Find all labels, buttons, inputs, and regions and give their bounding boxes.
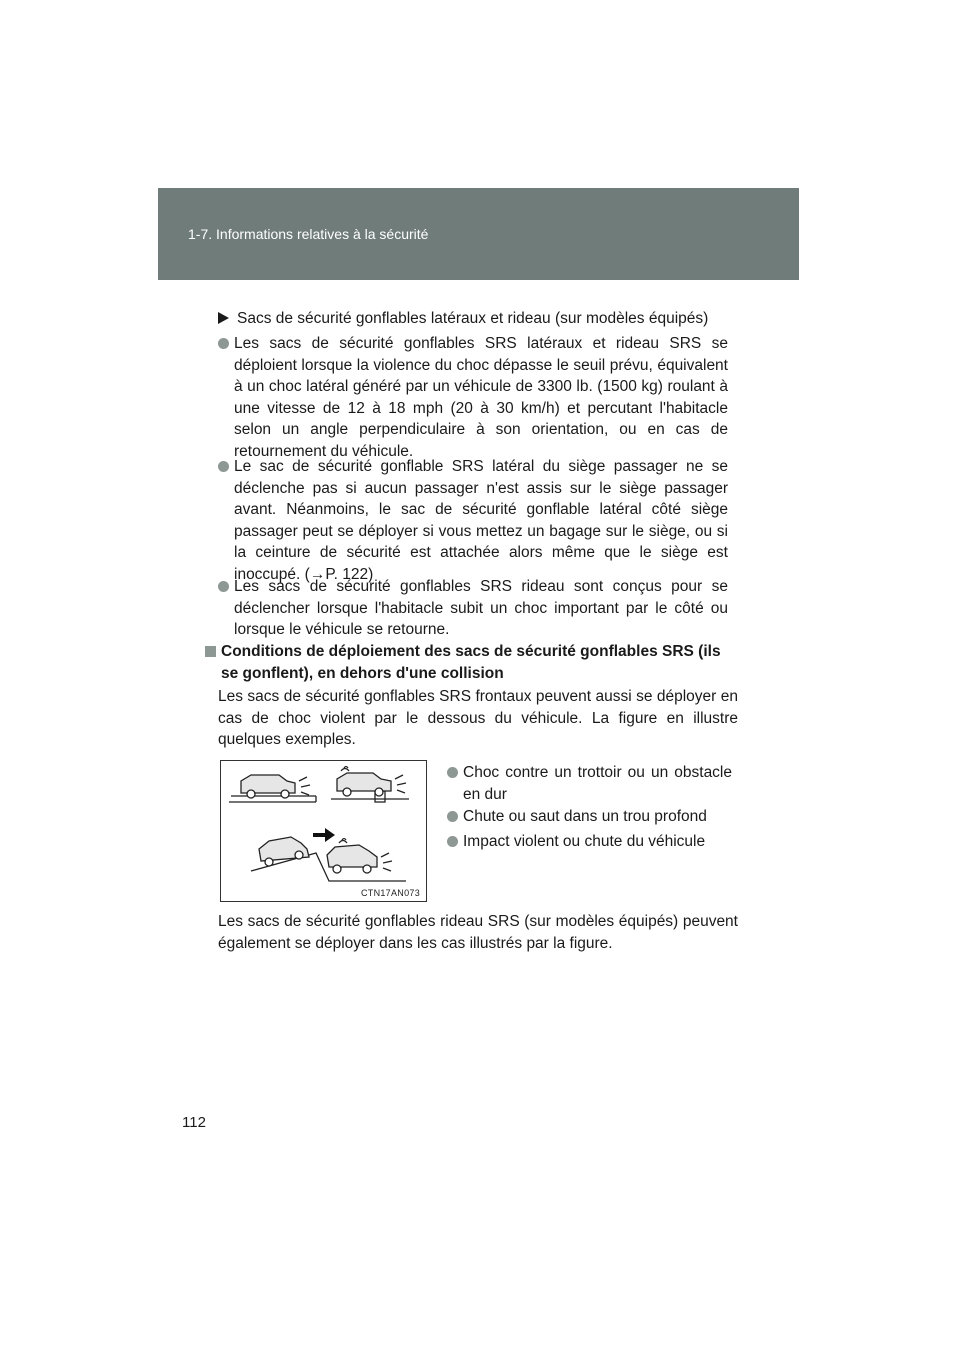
figure-illustration: [220, 760, 427, 902]
section-title: 1-7. Informations relatives à la sécurité: [188, 226, 429, 242]
bullet-icon: [218, 338, 229, 349]
section-heading: [205, 641, 740, 685]
list-item: [218, 456, 728, 585]
vehicle-illustration: [221, 761, 426, 901]
list-item: [447, 762, 732, 805]
list-item-text: Le sac de sécurité gonflable SRS latéral du siège passager ne se déclenche pas si aucun passager n'est assis sur le siège passager avant. Néanmoins, le sac de sécurité gonflable latéral côté siège passager peut se déployer si vous mettez un bagage sur le siège, ou si la ceinture de sécurité est attachée alors même que le siège est inoccupé. (→P. 122): [234, 458, 728, 583]
bullet-icon: [218, 581, 229, 592]
section-heading-text: Conditions de déploiement des sacs de sécurité gonflables SRS (ils se gonflent), en dehors d'une collision: [221, 643, 721, 682]
list-item: [447, 806, 732, 828]
header-band: [158, 188, 799, 280]
subheading: [218, 308, 738, 330]
page-number: 112: [182, 1114, 206, 1131]
list-item: [447, 831, 732, 853]
list-item-text: Les sacs de sécurité gonflables SRS latéraux et rideau SRS se déploient lorsque la violence du choc dépasse le seuil prévu, équivalent à un choc latéral généré par un véhicule de 3300 lb. (1500 kg) roulant à une vitesse de 12 à 18 mph (20 à 30 km/h) et percutant l'habitacle selon un angle perpendiculaire à son orientation, ou en cas de retournement du véhicule.: [234, 335, 728, 460]
list-item: [218, 333, 728, 462]
bullet-icon: [447, 836, 458, 847]
triangle-icon: [218, 312, 229, 324]
list-item-text: Les sacs de sécurité gonflables SRS rideau sont conçus pour se déclencher lorsque l'habitacle subit un choc important par le côté ou lorsque le véhicule se retourne.: [234, 578, 728, 638]
section-intro: Les sacs de sécurité gonflables SRS frontaux peuvent aussi se déployer en cas de choc violent par le dessous du véhicule. La figure en illustre quelques exemples.: [218, 688, 738, 748]
figure-caption: CTN17AN073: [360, 888, 420, 898]
closing-paragraph: Les sacs de sécurité gonflables rideau SRS (sur modèles équipés) peuvent également se déployer dans les cas illustrés par la figure.: [218, 913, 738, 952]
bullet-icon: [447, 811, 458, 822]
bullet-icon: [218, 461, 229, 472]
list-item-text: Impact violent ou chute du véhicule: [463, 833, 706, 850]
subheading-text: Sacs de sécurité gonflables latéraux et rideau (sur modèles équipés): [237, 310, 709, 327]
bullet-icon: [447, 767, 458, 778]
list-item-text: Choc contre un trottoir ou un obstacle en dur: [463, 764, 732, 803]
list-item-text: Chute ou saut dans un trou profond: [463, 808, 707, 825]
list-item: [218, 576, 728, 641]
square-bullet-icon: [205, 646, 216, 657]
